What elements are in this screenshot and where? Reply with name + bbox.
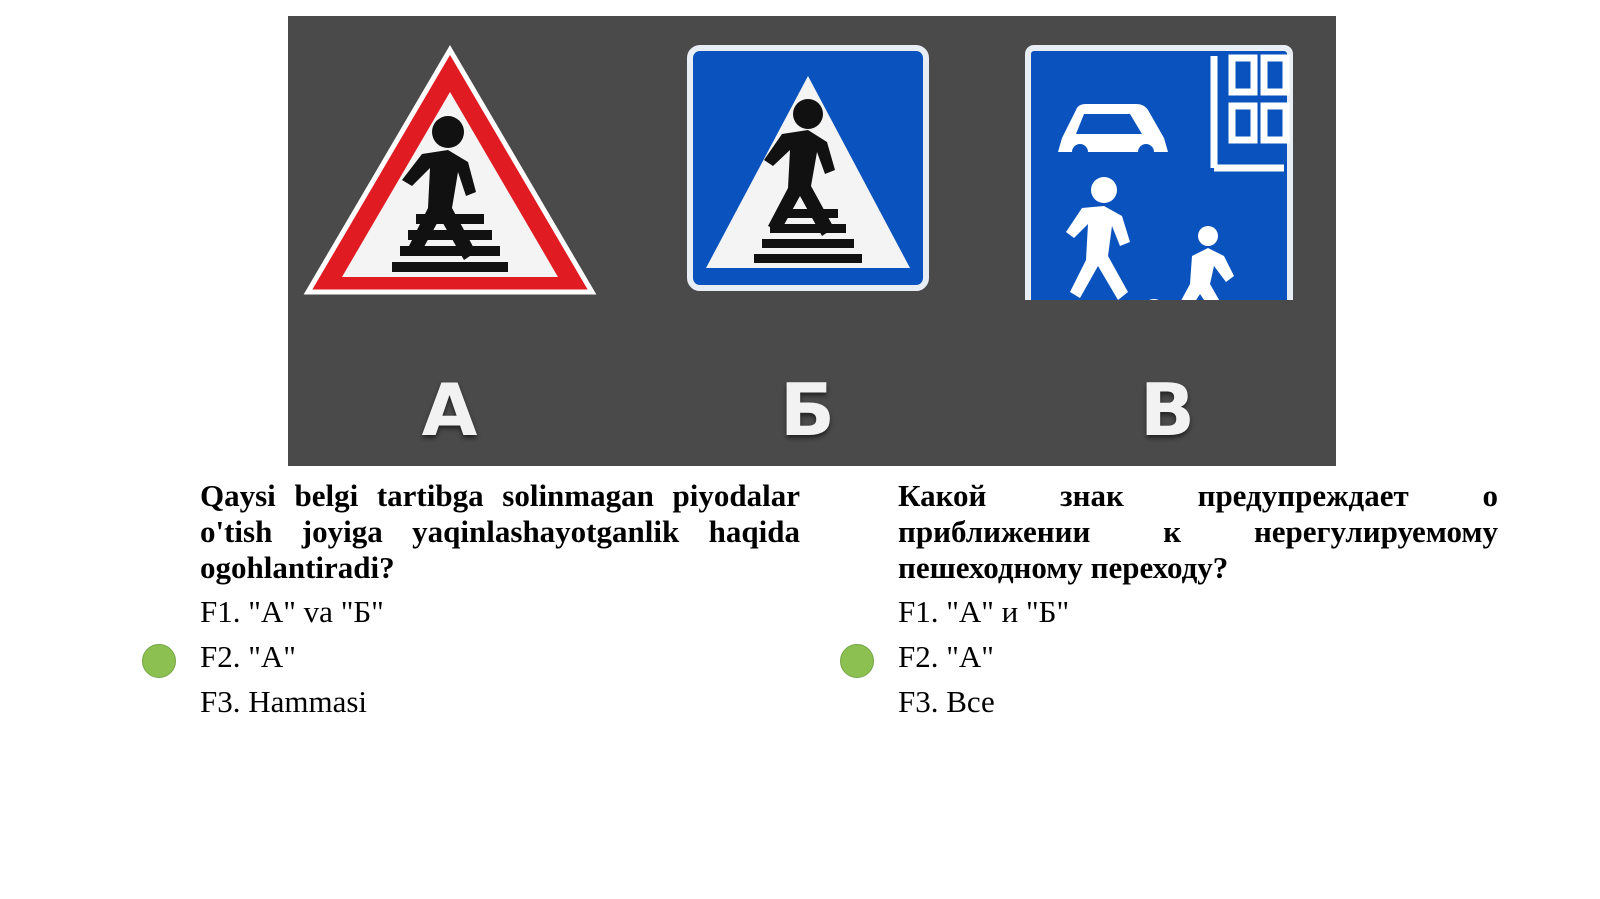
question-block-russian: [898, 478, 1498, 725]
sign-letter-b: Б: [780, 368, 836, 452]
answer-label: F2. "А": [898, 638, 994, 674]
answer-option-ru-3[interactable]: [898, 680, 1498, 725]
answer-label: F1. "А" va "Б": [200, 593, 384, 629]
answer-list-uzbek: [200, 590, 800, 725]
answer-label: F1. "А" и "Б": [898, 593, 1070, 629]
sign-letter-a: А: [421, 368, 479, 452]
answer-label: F2. "А": [200, 638, 296, 674]
sign-a: [300, 40, 600, 300]
question-block-uzbek: [200, 478, 800, 725]
road-signs-image: [288, 16, 1336, 466]
question-text-russian: Какой знак предупреждает о приближении к нерегулируемому пешеходному переходу?: [898, 478, 1498, 585]
selected-answer-marker-icon: [142, 644, 176, 678]
pedestrian-crossing-warning-icon: [300, 40, 600, 300]
answer-option-uz-3[interactable]: [200, 680, 800, 725]
sign-c: [1018, 40, 1318, 300]
answer-option-uz-1[interactable]: [200, 590, 800, 635]
sign-letter-c: В: [1140, 368, 1196, 452]
residential-zone-icon: [1018, 40, 1318, 300]
answer-list-russian: [898, 590, 1498, 725]
question-text-uzbek: Qaysi belgi tartibga solinmagan piyodalar o'tish joyiga yaqinlashayotganlik haqida ogohlantiradi?: [200, 478, 800, 585]
pedestrian-crossing-info-icon: [658, 40, 958, 300]
sign-b: [658, 40, 958, 300]
answer-label: F3. Все: [898, 683, 995, 719]
answer-option-ru-1[interactable]: [898, 590, 1498, 635]
answer-option-uz-2[interactable]: [200, 635, 800, 680]
answer-label: F3. Hammasi: [200, 683, 368, 719]
selected-answer-marker-icon: [840, 644, 874, 678]
answer-option-ru-2[interactable]: [898, 635, 1498, 680]
